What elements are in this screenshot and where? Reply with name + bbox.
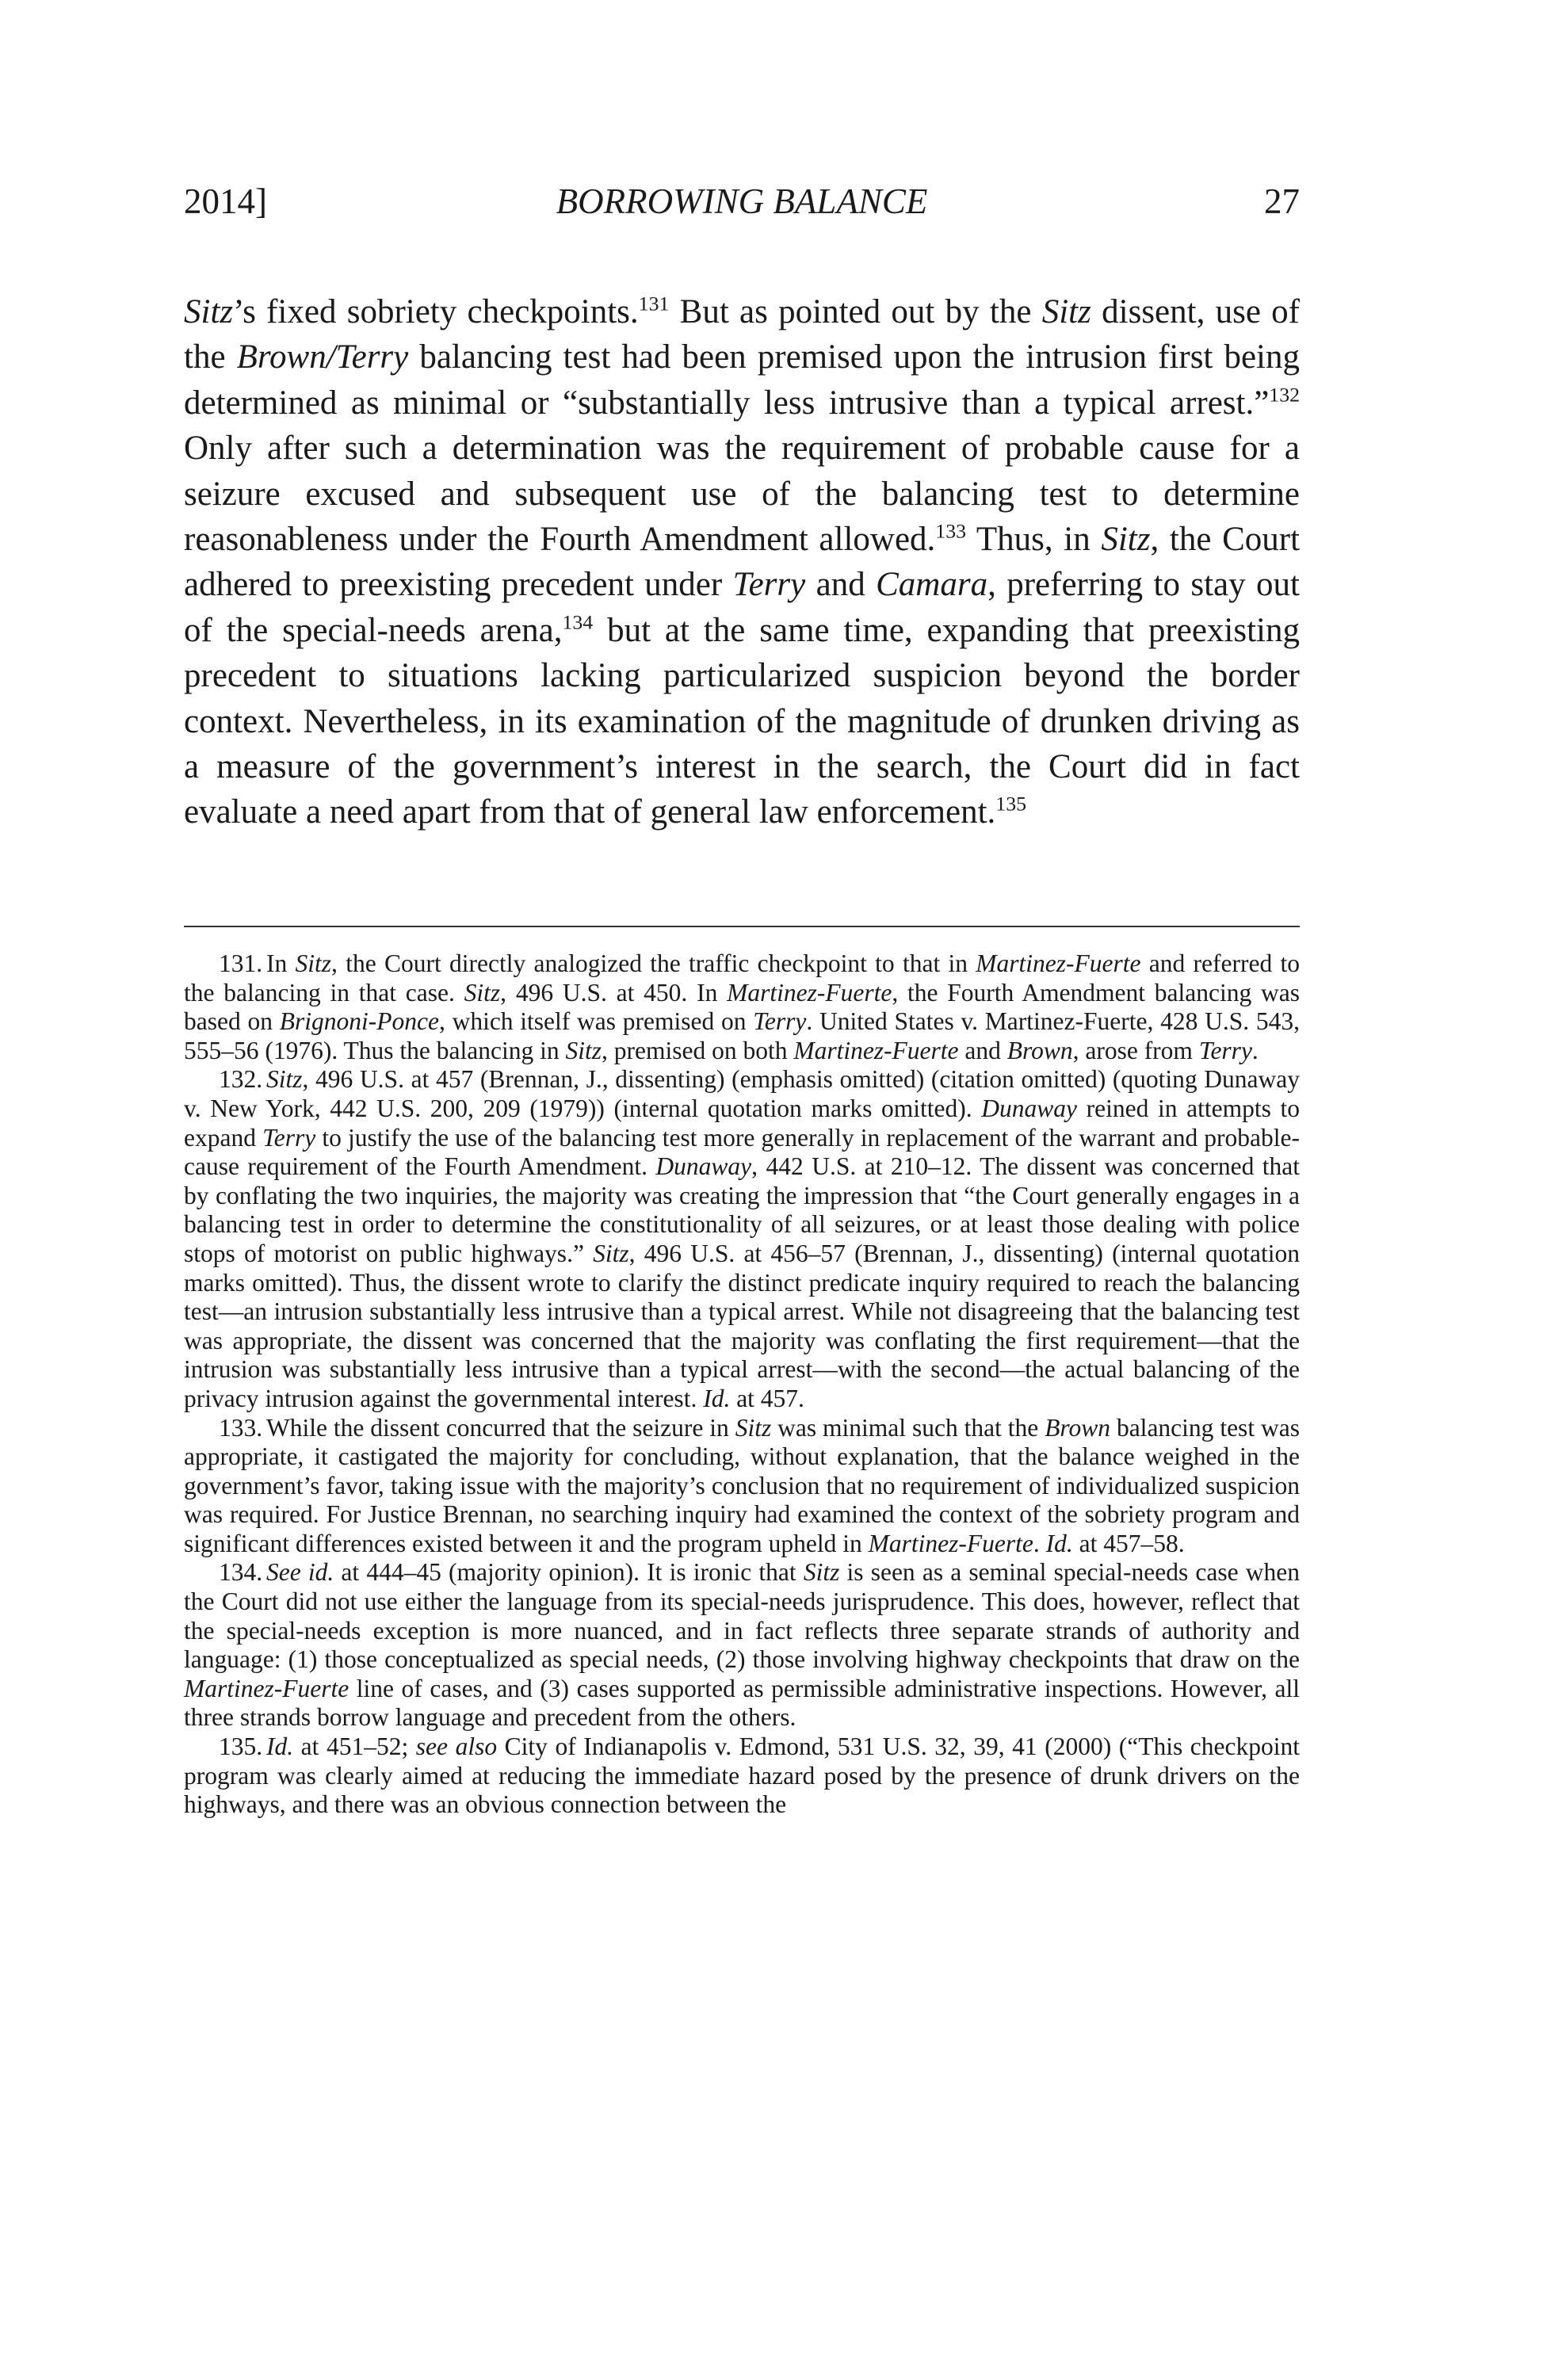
text-run: . [1033, 1529, 1046, 1557]
case-name: Camara [876, 566, 988, 604]
citation-signal: Id. [266, 1732, 294, 1761]
footnote-number: 134. [219, 1558, 263, 1587]
footnote-number: 133. [219, 1413, 263, 1442]
text-run: to justify the use of the balancing test more generally in replacement of the warrant and probable-cause requirement of the Fourth Amendment. [184, 1123, 1301, 1181]
text-run: . United States v. Martinez-Fuerte, 428 U.S. 543, 555–56 (1976). Thus the balancing in [184, 1007, 1300, 1064]
case-name: Brown [1045, 1413, 1111, 1442]
case-name: Martinez-Fuerte [793, 1036, 959, 1064]
header-title: BORROWING BALANCE [556, 181, 928, 221]
footnote-divider [184, 926, 1300, 927]
text-run: , which itself was premised on [438, 1007, 754, 1036]
citation-signal: Id. [703, 1384, 731, 1412]
text-run: balancing test had been premised upon the intrusion first being determined as minimal or “substantially less intrusive than a typical arrest.” [184, 338, 1300, 422]
footnote-135 [184, 1732, 1300, 1820]
body-paragraph [184, 289, 1300, 835]
text-run: at 457. [730, 1384, 804, 1412]
text-run: , the Court directly analogized the traffic checkpoint to that in [331, 949, 976, 977]
case-name: Sitz [184, 293, 234, 330]
footnote-number: 132. [219, 1065, 263, 1094]
text-run: and [958, 1036, 1007, 1064]
text-run: balancing test was appropriate, it castigated the majority for concluding, without explanation, that the balance weighed in the government’s favor, taking issue with the majority’s conclusion that no requirement of individualized suspicion was required. For Justice Brennan, no searching inquiry had examined the context of the sobriety program and significant differences existed between it and the program upheld in [184, 1413, 1300, 1557]
case-name: Sitz [1041, 293, 1091, 330]
footnote-ref-134[interactable]: 134 [562, 610, 594, 634]
case-name: Sitz [1101, 521, 1151, 559]
case-name: Brignoni-Ponce [279, 1007, 439, 1036]
case-name: Sitz [266, 1065, 303, 1094]
text-run: was minimal such that the [771, 1413, 1045, 1442]
citation-signal: See id. [266, 1558, 334, 1587]
footnote-number: 131. [219, 949, 263, 977]
footnote-131 [184, 949, 1300, 1065]
text-run: , 442 U.S. at 210–12. The dissent was concerned that by conflating the two inquiries, the majority was creating the impression that “the Court generally engages in a balancing test in order to determine the constitutionality of all seizures, or at least those dealing with police stops of motorist on public highways.” [184, 1152, 1301, 1267]
text-run: In [266, 949, 296, 977]
case-name: Brown/Terry [236, 338, 409, 376]
text-run: but at the same time, expanding that preexisting precedent to situations lacking particularized suspicion beyond the border context. Nevertheless, in its examination of the magnitude of drunken driving as a measure of the government’s interest in the search, the Court did in fact evaluate a need apart from that of general law enforcement. [184, 611, 1300, 831]
citation-signal: Id. [1045, 1529, 1073, 1557]
footnote-ref-131[interactable]: 131 [638, 292, 670, 315]
footnote-133 [184, 1414, 1300, 1559]
text-run: , 496 U.S. at 457 (Brennan, J., dissenting) (emphasis omitted) (citation omitted) (quoting Dunaway v. New York, 442 U.S. 200, 209 (1979)) (internal quotation marks omitted). [184, 1065, 1300, 1122]
text-run: ’s fixed sobriety checkpoints. [233, 293, 639, 330]
footnotes [184, 949, 1300, 1820]
footnote-number: 135. [219, 1732, 263, 1761]
text-run: Thus, in [966, 521, 1102, 559]
text-run: at 457–58. [1072, 1529, 1185, 1557]
text-run: at 451–52; [293, 1732, 416, 1761]
page-number: 27 [1264, 181, 1300, 221]
footnote-ref-132[interactable]: 132 [1269, 383, 1300, 407]
case-name: Dunaway [655, 1152, 752, 1181]
text-run: While the dissent concurred that the seizure in [266, 1413, 735, 1442]
text-run: But as pointed out by the [669, 293, 1042, 330]
text-run: , premised on both [601, 1036, 794, 1064]
text-run: is seen as a seminal special-needs case when the Court did not use either the language from its special-needs jurisprudence. This does, however, reflect that the special-needs exception is more nuanced, and in fact reflects three separate strands of authority and language: (1) those conceptualized as special needs, (2) those involving highway checkpoints that draw on the [184, 1558, 1301, 1674]
citation-signal: see also [415, 1732, 498, 1761]
case-name: Sitz [565, 1036, 602, 1064]
text-run: , arose from [1072, 1036, 1199, 1064]
footnote-132 [184, 1065, 1300, 1413]
text-run: line of cases, and (3) cases supported as permissible administrative inspections. However, all three strands borrow language and precedent from the others. [184, 1674, 1300, 1732]
case-name: Martinez-Fuerte [727, 978, 892, 1007]
footnote-ref-135[interactable]: 135 [995, 793, 1026, 816]
text-run: dissent, use of the [184, 293, 1301, 376]
case-name: Terry [753, 1007, 807, 1036]
case-name: Terry [1198, 1036, 1252, 1064]
case-name: Sitz [735, 1413, 772, 1442]
text-run: reined in attempts to expand [184, 1094, 1301, 1152]
footnote-134 [184, 1558, 1300, 1732]
case-name: Sitz [803, 1558, 840, 1587]
text-run: . [1251, 1036, 1259, 1064]
text-run: at 444–45 (majority opinion). It is ironic that [334, 1558, 804, 1587]
text-run: , 496 U.S. at 456–57 (Brennan, J., dissenting) (internal quotation marks omitted). Thus, the dissent wrote to clarify the distinct predicate inquiry required to reach the balancing test—an intrusion substantially less intrusive than a typical arrest. While not disagreeing that the balancing test was appropriate, the dissent was concerned that the majority was conflating the first requirement—that the intrusion was substantially less intrusive than a typical arrest—with the second—the actual balancing of the privacy intrusion against the governmental interest. [184, 1239, 1300, 1412]
case-name: Martinez-Fuerte [976, 949, 1141, 977]
running-header [184, 181, 1300, 236]
text-run: , 496 U.S. at 450. In [500, 978, 728, 1007]
text-run: , preferring to stay out of the special-needs arena, [184, 566, 1300, 649]
case-name: Brown [1007, 1036, 1073, 1064]
text-run: and [805, 566, 877, 604]
text-run: Only after such a determination was the requirement of probable cause for a seizure excused and subsequent use of the balancing test to determine reasonableness under the Fourth Amendment allowed. [184, 430, 1300, 559]
text-run: City of Indianapolis v. Edmond, 531 U.S. 32, 39, 41 (2000) (“This checkpoint program was clearly aimed at reducing the immediate hazard posed by the presence of drunk drivers on the highways, and there was an obvious connection between the [184, 1732, 1300, 1819]
case-name: Terry [732, 566, 806, 604]
case-name: Dunaway [981, 1094, 1078, 1122]
text-run: , the Fourth Amendment balancing was based on [184, 978, 1300, 1036]
case-name: Terry [262, 1123, 316, 1152]
case-name: Martinez-Fuerte [868, 1529, 1033, 1557]
case-name: Martinez-Fuerte [184, 1674, 350, 1702]
case-name: Sitz [464, 978, 501, 1007]
case-name: Sitz [593, 1239, 629, 1267]
text-run: , the Court adhered to preexisting precedent under [184, 521, 1301, 604]
case-name: Sitz [295, 949, 332, 977]
text-run: and referred to the balancing in that case. [184, 949, 1300, 1007]
footnote-ref-133[interactable]: 133 [935, 519, 966, 543]
header-year: 2014] [184, 181, 267, 221]
